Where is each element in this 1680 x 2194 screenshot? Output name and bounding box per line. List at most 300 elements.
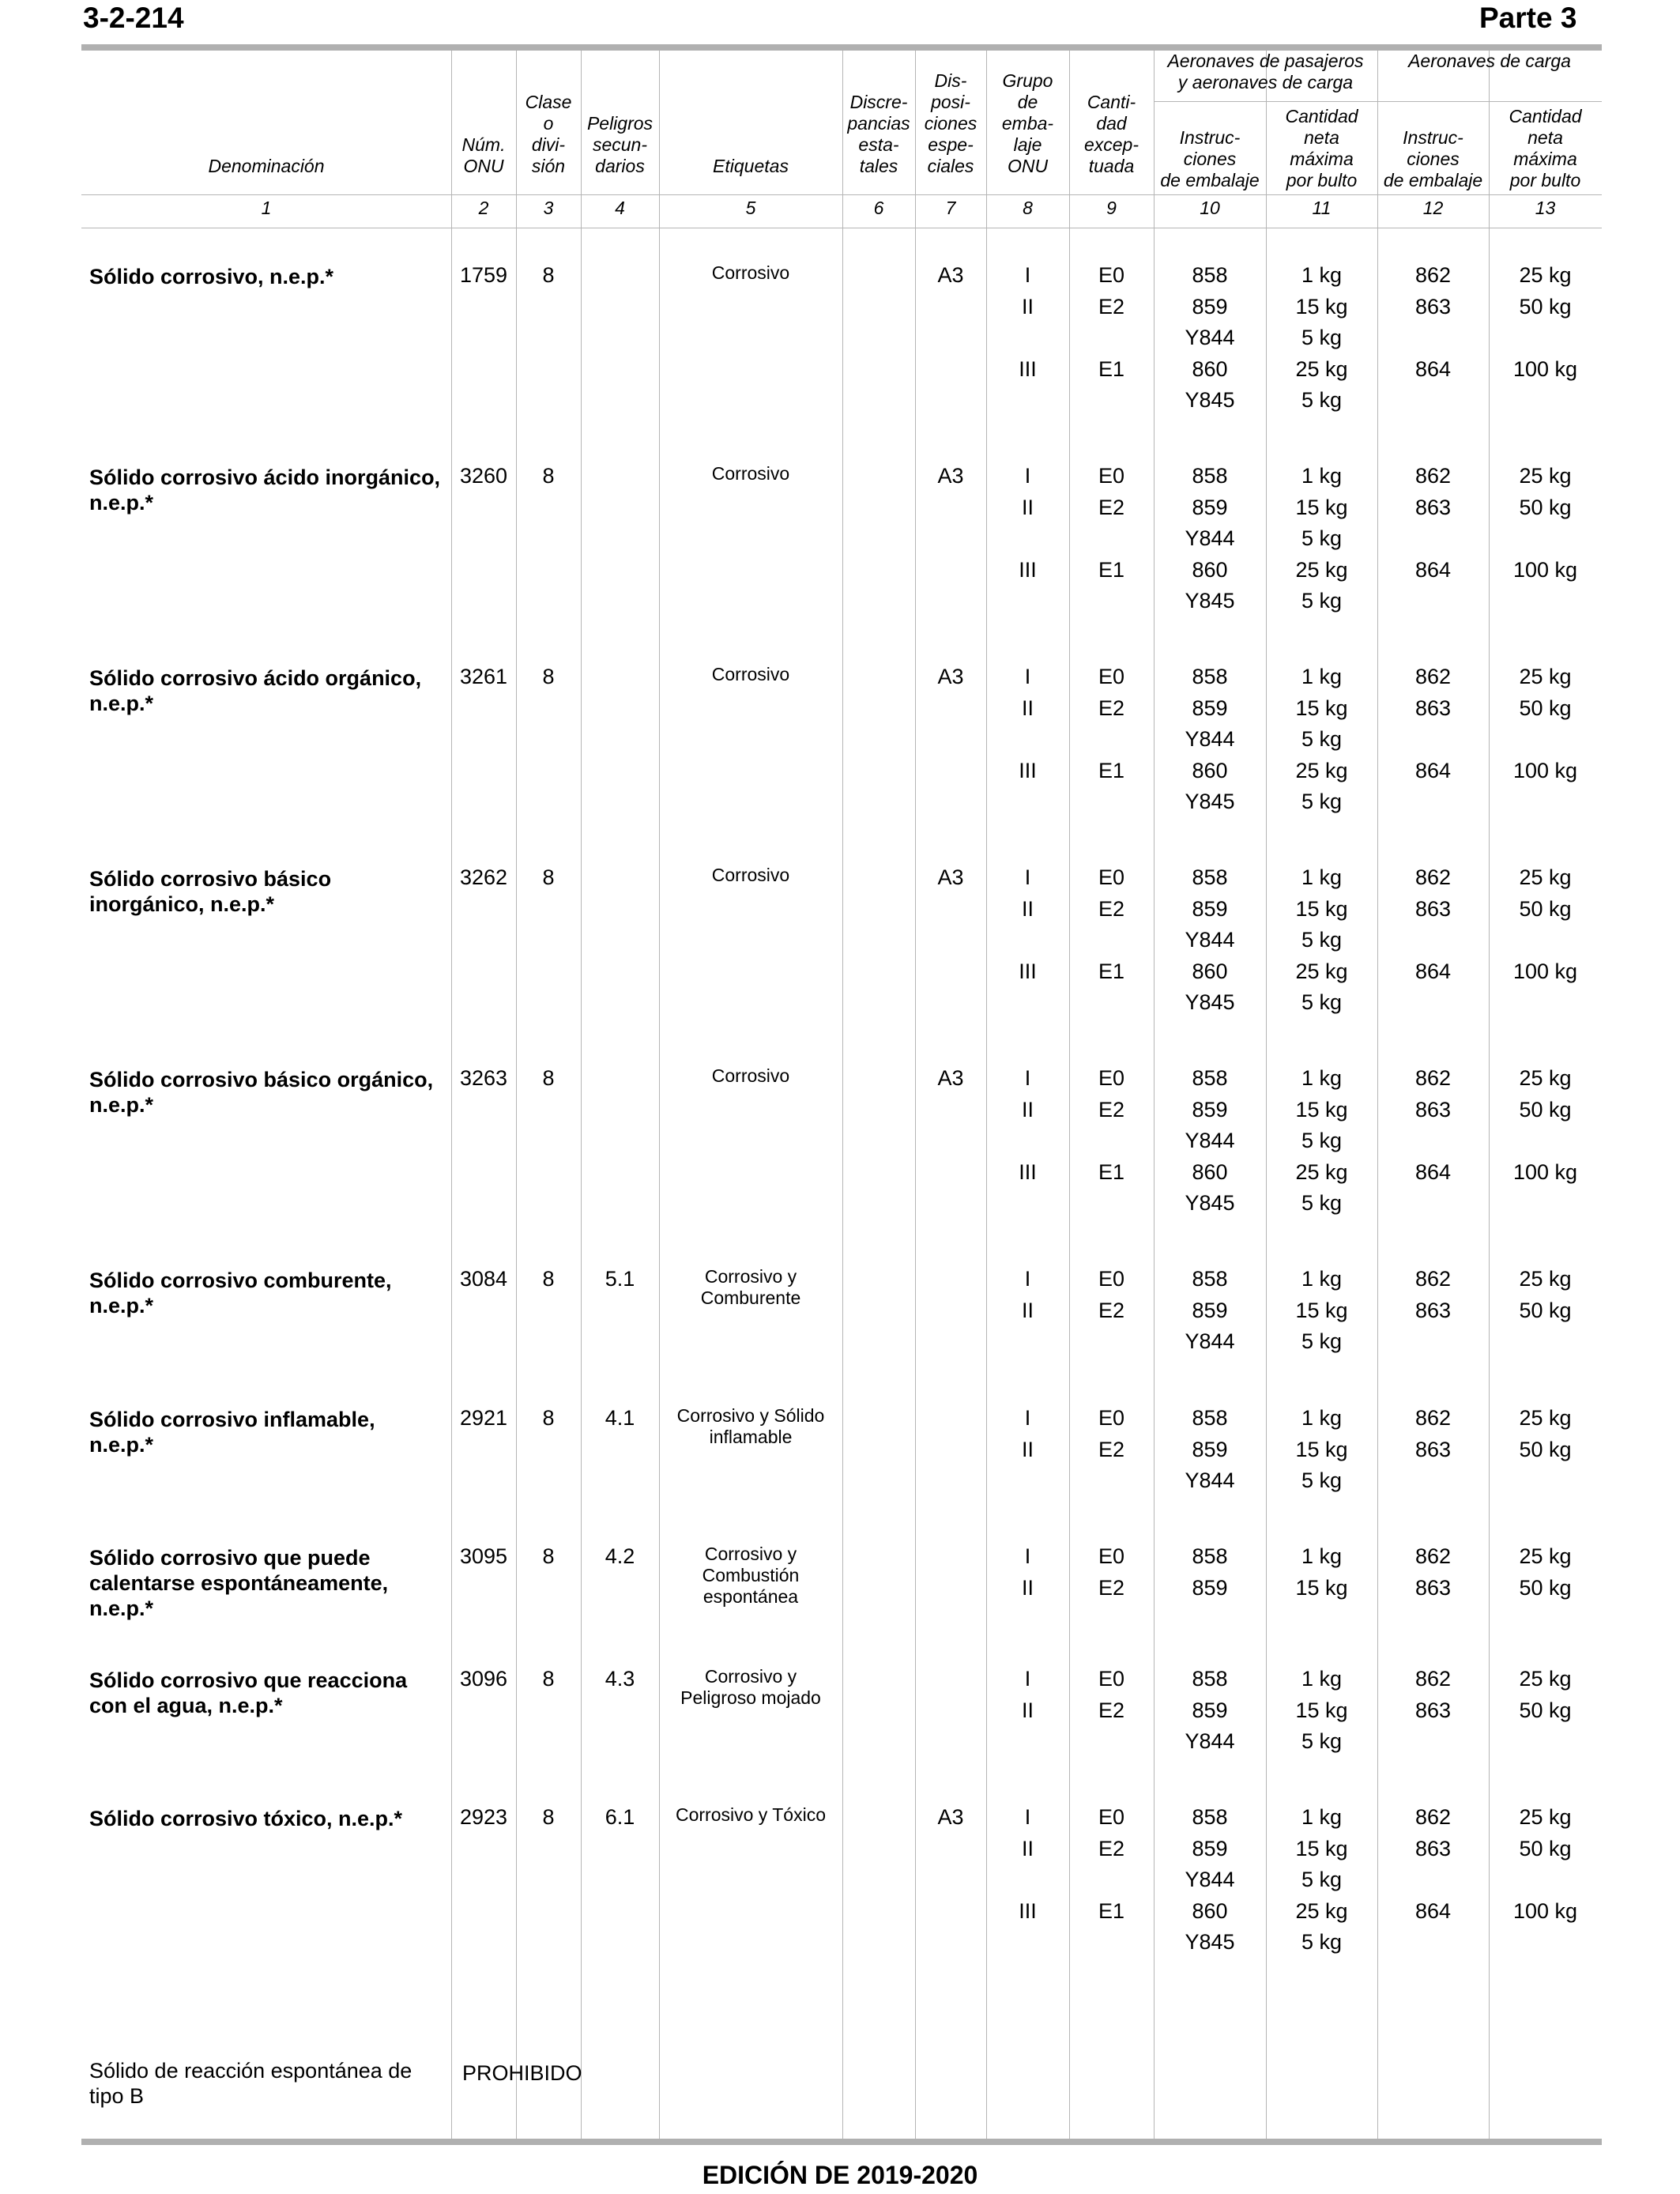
column-header-1 — [81, 54, 451, 177]
header-line: Clase — [525, 92, 572, 112]
header-line: y aeronaves de carga — [1177, 72, 1354, 92]
cargo-packing-instruction: 863 — [1414, 1698, 1452, 1722]
pax-max-quantity: 15 kg — [1295, 1298, 1348, 1322]
pax-packing-instruction: Y844 — [1185, 1468, 1235, 1493]
packing-group: II — [1021, 294, 1034, 319]
pax-packing-instruction: 858 — [1192, 1406, 1228, 1430]
column-number: 4 — [615, 198, 625, 218]
header-line: ciales — [927, 156, 974, 176]
header-line: ciones — [924, 113, 977, 134]
packing-group: I — [1024, 665, 1031, 688]
cargo-packing-instruction: 862 — [1414, 1066, 1452, 1090]
un-number: 3262 — [459, 865, 508, 889]
cargo-packing-instruction: 863 — [1414, 1437, 1452, 1461]
header-line: pancias — [847, 113, 910, 134]
excepted-quantity: E2 — [1098, 294, 1125, 319]
cargo-packing-instruction: 862 — [1414, 1267, 1452, 1291]
excepted-quantity: E2 — [1098, 1836, 1125, 1860]
class-division: 8 — [542, 1544, 555, 1568]
pax-max-quantity: 25 kg — [1295, 557, 1348, 582]
cargo-packing-instruction: 864 — [1414, 356, 1452, 381]
class-division: 8 — [542, 665, 555, 688]
packing-group: II — [1021, 1698, 1034, 1722]
packing-group: II — [1021, 696, 1034, 720]
hazard-label: Corrosivo — [711, 463, 790, 484]
pax-packing-instruction: Y844 — [1185, 1868, 1235, 1892]
hazard-label: Corrosivo y Sólido inflamable — [676, 1405, 825, 1447]
substance-name: Sólido corrosivo inflamable, n.e.p.* — [89, 1408, 375, 1457]
hazard-label: Corrosivo — [711, 865, 790, 885]
pax-packing-instruction: 858 — [1192, 865, 1228, 889]
column-header-10 — [1154, 103, 1266, 191]
class-division: 8 — [542, 1805, 555, 1829]
column-number: 2 — [478, 198, 489, 218]
cargo-max-quantity: 100 kg — [1512, 758, 1578, 782]
pax-max-quantity: 5 kg — [1301, 990, 1343, 1015]
pax-max-quantity: 5 kg — [1301, 727, 1343, 752]
hazard-label: Corrosivo — [711, 1065, 790, 1086]
pax-max-quantity: 5 kg — [1301, 1729, 1343, 1754]
cargo-packing-instruction: 863 — [1414, 1575, 1452, 1600]
pax-max-quantity: 15 kg — [1295, 1836, 1348, 1860]
excepted-quantity: E0 — [1098, 263, 1125, 287]
header-line: ciones — [1183, 149, 1237, 169]
pax-packing-instruction: 858 — [1192, 1544, 1228, 1568]
pax-packing-instruction: Y845 — [1185, 1191, 1235, 1216]
class-division: 8 — [542, 1406, 555, 1430]
pax-max-quantity: 15 kg — [1295, 1698, 1348, 1722]
pax-packing-instruction: 860 — [1192, 557, 1228, 582]
cargo-max-quantity: 50 kg — [1519, 696, 1572, 720]
substance-name: Sólido corrosivo que reacciona con el agua, n.e.p.* — [89, 1668, 408, 1717]
packing-group: I — [1024, 263, 1031, 287]
hazard-label: Corrosivo y Comburente — [700, 1266, 801, 1308]
pax-packing-instruction: Y844 — [1185, 326, 1235, 350]
header-line: Aeronaves de pasajeros — [1167, 51, 1364, 71]
header-line: tuada — [1088, 156, 1135, 176]
excepted-quantity: E2 — [1098, 896, 1125, 921]
pax-packing-instruction: 858 — [1192, 1066, 1228, 1090]
excepted-quantity: E0 — [1098, 1066, 1125, 1090]
packing-group: I — [1024, 464, 1031, 488]
cargo-packing-instruction: 862 — [1414, 464, 1452, 488]
column-number: 10 — [1200, 198, 1220, 218]
cargo-packing-instruction: 863 — [1414, 896, 1452, 921]
pax-max-quantity: 25 kg — [1295, 1159, 1348, 1184]
packing-group: III — [1019, 959, 1037, 983]
pax-max-quantity: 5 kg — [1301, 589, 1343, 613]
cargo-packing-instruction: 863 — [1414, 1097, 1452, 1122]
special-provision: A3 — [937, 464, 964, 488]
excepted-quantity: E2 — [1098, 696, 1125, 720]
substance-name: Sólido corrosivo, n.e.p.* — [89, 265, 334, 288]
class-division: 8 — [542, 464, 555, 488]
substance-name: Sólido corrosivo ácido orgánico, n.e.p.* — [89, 666, 422, 715]
cargo-packing-instruction: 863 — [1414, 495, 1452, 519]
cargo-max-quantity: 25 kg — [1519, 1066, 1572, 1090]
cargo-packing-instruction: 863 — [1414, 1836, 1452, 1860]
substance-name: Sólido corrosivo ácido inorgánico, n.e.p.* — [89, 466, 441, 515]
column-header-11 — [1266, 103, 1377, 191]
pax-max-quantity: 15 kg — [1295, 696, 1348, 720]
excepted-quantity: E0 — [1098, 865, 1125, 889]
header-line: excep- — [1083, 134, 1139, 155]
packing-group: II — [1021, 1097, 1034, 1122]
packing-group: III — [1019, 557, 1037, 582]
packing-group: III — [1019, 1898, 1037, 1923]
special-provision: A3 — [937, 865, 964, 889]
pax-packing-instruction: 858 — [1192, 1267, 1228, 1291]
substance-name: Sólido corrosivo comburente, n.e.p.* — [89, 1269, 392, 1318]
packing-group: II — [1021, 1298, 1034, 1322]
header-line: tales — [859, 156, 898, 176]
cargo-max-quantity: 25 kg — [1519, 464, 1572, 488]
cargo-max-quantity: 50 kg — [1519, 495, 1572, 519]
packing-group: I — [1024, 1066, 1031, 1090]
cargo-max-quantity: 100 kg — [1512, 959, 1578, 983]
hazard-label: Corrosivo y Peligroso mojado — [680, 1666, 821, 1708]
pax-packing-instruction: Y845 — [1185, 990, 1235, 1015]
pax-max-quantity: 1 kg — [1301, 1667, 1343, 1691]
cargo-max-quantity: 50 kg — [1519, 294, 1572, 319]
pax-packing-instruction: 860 — [1192, 356, 1228, 381]
pax-packing-instruction: Y845 — [1185, 790, 1235, 814]
pax-packing-instruction: 858 — [1192, 464, 1228, 488]
column-header-2 — [451, 54, 516, 177]
excepted-quantity: E2 — [1098, 1437, 1125, 1461]
excepted-quantity: E2 — [1098, 1097, 1125, 1122]
pax-max-quantity: 1 kg — [1301, 665, 1343, 688]
packing-group: III — [1019, 356, 1037, 381]
packing-group: II — [1021, 1575, 1034, 1600]
excepted-quantity: E2 — [1098, 1698, 1125, 1722]
subsidiary-hazard: 4.3 — [605, 1667, 635, 1691]
pax-packing-instruction: Y845 — [1185, 1930, 1235, 1955]
header-line: de embalaje — [1160, 170, 1260, 190]
header-line: Cantidad — [1285, 106, 1358, 126]
group-header-group-pax — [1154, 51, 1377, 98]
header-line: Canti- — [1087, 92, 1136, 112]
subsidiary-hazard: 6.1 — [605, 1805, 635, 1829]
pax-max-quantity: 5 kg — [1301, 1191, 1343, 1216]
pax-packing-instruction: Y844 — [1185, 928, 1235, 952]
excepted-quantity: E1 — [1098, 1898, 1125, 1923]
special-provision: A3 — [937, 1066, 964, 1090]
substance-name: Sólido de reacción espontánea de tipo B — [89, 2059, 412, 2108]
header-line: laje — [1013, 134, 1042, 155]
column-number: 11 — [1312, 198, 1332, 218]
header-line: neta — [1304, 127, 1339, 148]
dangerous-goods-table — [81, 51, 1602, 2139]
packing-group: I — [1024, 1544, 1031, 1568]
part-label: Parte 3 — [1479, 2, 1577, 34]
packing-group: I — [1024, 1805, 1031, 1829]
hazard-label: Corrosivo y Combustión espontánea — [702, 1544, 800, 1607]
cargo-max-quantity: 25 kg — [1519, 263, 1572, 287]
un-number: 1759 — [459, 263, 508, 287]
cargo-packing-instruction: 862 — [1414, 263, 1452, 287]
pax-max-quantity: 15 kg — [1295, 1437, 1348, 1461]
pax-packing-instruction: Y844 — [1185, 1129, 1235, 1153]
pax-max-quantity: 15 kg — [1295, 896, 1348, 921]
substance-name: Sólido corrosivo básico inorgánico, n.e.p.* — [89, 867, 332, 916]
class-division: 8 — [542, 865, 555, 889]
excepted-quantity: E1 — [1098, 1159, 1125, 1184]
pax-max-quantity: 5 kg — [1301, 928, 1343, 952]
column-header-7 — [915, 54, 986, 177]
packing-group: II — [1021, 495, 1034, 519]
un-number: 3084 — [459, 1267, 508, 1291]
row-divider — [1154, 101, 1602, 102]
cargo-max-quantity: 25 kg — [1519, 1805, 1572, 1829]
cargo-packing-instruction: 863 — [1414, 1298, 1452, 1322]
cargo-max-quantity: 100 kg — [1512, 557, 1578, 582]
special-provision: A3 — [937, 665, 964, 688]
pax-max-quantity: 25 kg — [1295, 356, 1348, 381]
special-provision: A3 — [937, 1805, 964, 1829]
pax-packing-instruction: 858 — [1192, 665, 1228, 688]
pax-packing-instruction: Y844 — [1185, 727, 1235, 752]
un-number: 3260 — [459, 464, 508, 488]
pax-packing-instruction: 860 — [1192, 758, 1228, 782]
header-line: dad — [1096, 113, 1127, 134]
excepted-quantity: E1 — [1098, 356, 1125, 381]
cargo-packing-instruction: 864 — [1414, 1898, 1452, 1923]
pax-max-quantity: 5 kg — [1301, 388, 1343, 413]
excepted-quantity: E0 — [1098, 1267, 1125, 1291]
column-number: 8 — [1023, 198, 1033, 218]
excepted-quantity: E2 — [1098, 1575, 1125, 1600]
substance-name: Sólido corrosivo tóxico, n.e.p.* — [89, 1807, 403, 1830]
hazard-label: Corrosivo — [711, 664, 790, 684]
header-line: espe- — [928, 134, 974, 155]
header-line: posi- — [931, 92, 970, 112]
header-line: máxima — [1290, 149, 1354, 169]
packing-group: I — [1024, 1667, 1031, 1691]
cargo-packing-instruction: 864 — [1414, 758, 1452, 782]
header-line: emba- — [1001, 113, 1054, 134]
cargo-max-quantity: 100 kg — [1512, 1898, 1578, 1923]
header-line: por bulto — [1509, 170, 1581, 190]
pax-max-quantity: 1 kg — [1301, 263, 1343, 287]
packing-group: II — [1021, 1437, 1034, 1461]
cargo-max-quantity: 50 kg — [1519, 1836, 1572, 1860]
column-number: 6 — [873, 198, 884, 218]
un-number: 3095 — [459, 1544, 508, 1568]
pax-max-quantity: 1 kg — [1301, 1267, 1343, 1291]
header-line: neta — [1527, 127, 1563, 148]
bottom-rule — [81, 2139, 1602, 2145]
pax-max-quantity: 1 kg — [1301, 1544, 1343, 1568]
column-number: 5 — [745, 198, 756, 218]
packing-group: III — [1019, 758, 1037, 782]
cargo-packing-instruction: 863 — [1414, 696, 1452, 720]
header-line: o — [543, 113, 554, 134]
pax-max-quantity: 25 kg — [1295, 1898, 1348, 1923]
pax-packing-instruction: 859 — [1192, 294, 1228, 319]
pax-packing-instruction: 859 — [1192, 696, 1228, 720]
column-divider — [842, 51, 843, 2139]
excepted-quantity: E2 — [1098, 1298, 1125, 1322]
pax-max-quantity: 25 kg — [1295, 758, 1348, 782]
class-division: 8 — [542, 1267, 555, 1291]
cargo-max-quantity: 25 kg — [1519, 1267, 1572, 1291]
header-line: Aeronaves de carga — [1408, 51, 1571, 71]
pax-packing-instruction: Y844 — [1185, 1329, 1235, 1354]
pax-max-quantity: 5 kg — [1301, 326, 1343, 350]
hazard-label: Corrosivo y Tóxico — [675, 1804, 827, 1825]
header-line: Denominación — [208, 156, 325, 176]
pax-max-quantity: 25 kg — [1295, 959, 1348, 983]
excepted-quantity: E1 — [1098, 557, 1125, 582]
pax-max-quantity: 1 kg — [1301, 865, 1343, 889]
column-number: 12 — [1422, 198, 1444, 218]
pax-packing-instruction: Y845 — [1185, 388, 1235, 413]
header-line: Dis- — [934, 70, 967, 91]
cargo-packing-instruction: 864 — [1414, 1159, 1452, 1184]
header-line: Discre- — [849, 92, 908, 112]
excepted-quantity: E0 — [1098, 1667, 1125, 1691]
pax-packing-instruction: 859 — [1192, 1298, 1228, 1322]
column-header-13 — [1489, 103, 1602, 191]
pax-packing-instruction: 858 — [1192, 263, 1228, 287]
column-number: 9 — [1106, 198, 1117, 218]
pax-max-quantity: 5 kg — [1301, 1930, 1343, 1955]
un-number: 3261 — [459, 665, 508, 688]
pax-packing-instruction: 858 — [1192, 1667, 1228, 1691]
cargo-packing-instruction: 862 — [1414, 1406, 1452, 1430]
subsidiary-hazard: 5.1 — [605, 1267, 635, 1291]
pax-max-quantity: 15 kg — [1295, 294, 1348, 319]
un-number: 3263 — [459, 1066, 508, 1090]
packing-group: I — [1024, 1406, 1031, 1430]
cargo-max-quantity: 50 kg — [1519, 1437, 1572, 1461]
pax-packing-instruction: 860 — [1192, 1159, 1228, 1184]
cargo-max-quantity: 25 kg — [1519, 1544, 1572, 1568]
pax-max-quantity: 15 kg — [1295, 1575, 1348, 1600]
header-line: de embalaje — [1383, 170, 1483, 190]
column-number: 1 — [261, 198, 272, 218]
column-number: 3 — [543, 198, 554, 218]
header-line: Etiquetas — [713, 156, 789, 176]
packing-group: I — [1024, 865, 1031, 889]
pax-packing-instruction: Y844 — [1185, 526, 1235, 551]
edition-footer: EDICIÓN DE 2019-2020 — [702, 2161, 978, 2189]
cargo-packing-instruction: 862 — [1414, 1544, 1452, 1568]
pax-max-quantity: 5 kg — [1301, 790, 1343, 814]
pax-max-quantity: 5 kg — [1301, 1868, 1343, 1892]
header-line: Instruc- — [1403, 127, 1463, 148]
pax-max-quantity: 1 kg — [1301, 1066, 1343, 1090]
excepted-quantity: E0 — [1098, 464, 1125, 488]
packing-group: II — [1021, 896, 1034, 921]
header-line: Cantidad — [1509, 106, 1582, 126]
cargo-max-quantity: 50 kg — [1519, 1097, 1572, 1122]
header-line: máxima — [1513, 149, 1577, 169]
column-number: 7 — [945, 198, 956, 218]
excepted-quantity: E0 — [1098, 1406, 1125, 1430]
header-line: esta- — [858, 134, 899, 155]
un-number: 3096 — [459, 1667, 508, 1691]
excepted-quantity: E0 — [1098, 665, 1125, 688]
pax-max-quantity: 1 kg — [1301, 464, 1343, 488]
excepted-quantity: E0 — [1098, 1544, 1125, 1568]
header-line: ONU — [463, 156, 504, 176]
pax-max-quantity: 15 kg — [1295, 1097, 1348, 1122]
cargo-packing-instruction: 862 — [1414, 1805, 1452, 1829]
cargo-packing-instruction: 863 — [1414, 294, 1452, 319]
header-line: Grupo — [1002, 70, 1053, 91]
cargo-max-quantity: 50 kg — [1519, 1698, 1572, 1722]
header-line: de — [1017, 92, 1038, 112]
pax-packing-instruction: 860 — [1192, 959, 1228, 983]
header-line: por bulto — [1286, 170, 1358, 190]
un-number: 2921 — [459, 1406, 508, 1430]
pax-packing-instruction: 858 — [1192, 1805, 1228, 1829]
header-line: divi- — [531, 134, 566, 155]
header-line: secun- — [592, 134, 648, 155]
row-divider — [81, 194, 1602, 195]
column-number: 13 — [1535, 198, 1556, 218]
subsidiary-hazard: 4.2 — [605, 1544, 635, 1568]
cargo-max-quantity: 25 kg — [1519, 1667, 1572, 1691]
header-line: Núm. — [461, 134, 506, 155]
header-line: ciones — [1407, 149, 1460, 169]
pax-max-quantity: 5 kg — [1301, 1329, 1343, 1354]
prohibited-note: PROHIBIDO — [462, 2061, 582, 2085]
pax-packing-instruction: Y844 — [1185, 1729, 1235, 1754]
cargo-max-quantity: 50 kg — [1519, 896, 1572, 921]
packing-group: I — [1024, 1267, 1031, 1291]
pax-max-quantity: 5 kg — [1301, 1129, 1343, 1153]
top-rule — [81, 44, 1602, 51]
cargo-max-quantity: 50 kg — [1519, 1298, 1572, 1322]
column-header-6 — [842, 54, 915, 177]
column-header-5 — [659, 54, 842, 177]
class-division: 8 — [542, 1667, 555, 1691]
header-line: Peligros — [586, 113, 654, 134]
substance-name: Sólido corrosivo que puede calentarse espontáneamente, n.e.p.* — [89, 1546, 389, 1620]
column-header-9 — [1069, 54, 1154, 177]
cargo-max-quantity: 100 kg — [1512, 356, 1578, 381]
cargo-max-quantity: 25 kg — [1519, 1406, 1572, 1430]
pax-max-quantity: 1 kg — [1301, 1406, 1343, 1430]
pax-max-quantity: 15 kg — [1295, 495, 1348, 519]
un-number: 2923 — [459, 1805, 508, 1829]
class-division: 8 — [542, 263, 555, 287]
cargo-packing-instruction: 862 — [1414, 865, 1452, 889]
column-header-4 — [581, 54, 659, 177]
hazard-label: Corrosivo — [711, 262, 790, 283]
excepted-quantity: E2 — [1098, 495, 1125, 519]
column-header-8 — [986, 54, 1069, 177]
cargo-packing-instruction: 862 — [1414, 1667, 1452, 1691]
cargo-max-quantity: 25 kg — [1519, 665, 1572, 688]
cargo-max-quantity: 25 kg — [1519, 865, 1572, 889]
excepted-quantity: E1 — [1098, 758, 1125, 782]
pax-packing-instruction: 859 — [1192, 896, 1228, 921]
pax-packing-instruction: 859 — [1192, 1437, 1228, 1461]
special-provision: A3 — [937, 263, 964, 287]
pax-max-quantity: 1 kg — [1301, 1805, 1343, 1829]
column-header-12 — [1377, 103, 1489, 191]
header-line: sión — [531, 156, 566, 176]
pax-packing-instruction: 859 — [1192, 1097, 1228, 1122]
page-number: 3-2-214 — [83, 2, 184, 34]
column-header-3 — [516, 54, 581, 177]
excepted-quantity: E1 — [1098, 959, 1125, 983]
cargo-max-quantity: 50 kg — [1519, 1575, 1572, 1600]
